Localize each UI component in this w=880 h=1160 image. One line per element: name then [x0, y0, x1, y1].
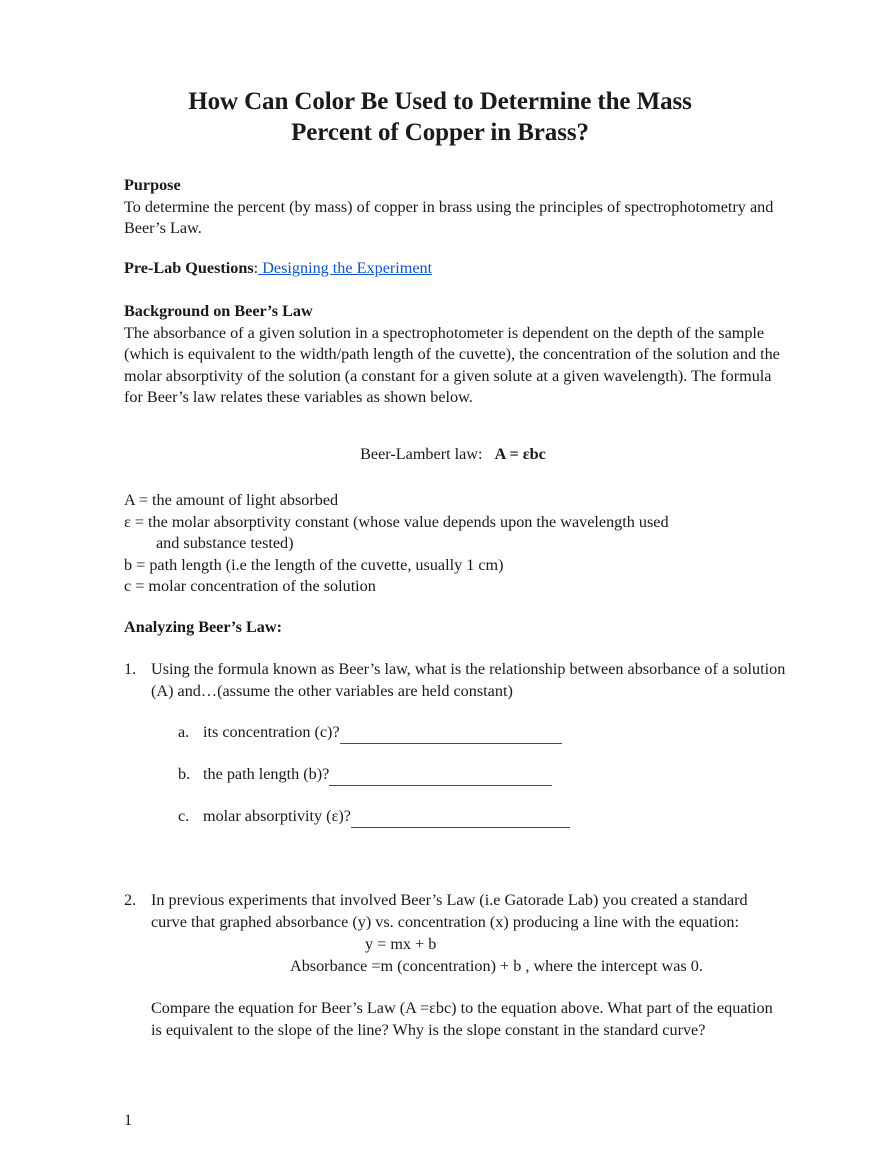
- question-1-subitem-c: [178, 806, 778, 828]
- question-1-subitem-b-text: the path length (b)?: [203, 765, 330, 783]
- variable-definition-c: c = molar concentration of the solution: [124, 577, 376, 595]
- question-2-equation-1: y = mx + b: [365, 935, 437, 953]
- question-2-equation-2: Absorbance =m (concentration) + b , where the intercept was 0.: [290, 957, 703, 975]
- question-1: [124, 659, 786, 702]
- purpose-section: [124, 175, 782, 240]
- question-1-subitem-c-text: molar absorptivity (ε)?: [203, 807, 351, 825]
- question-1-subitem-a: [178, 722, 778, 744]
- question-1-subitem-c-marker: c.: [178, 807, 190, 825]
- answer-blank-b[interactable]: [329, 771, 552, 786]
- purpose-text: To determine the percent (by mass) of copper in brass using the principles of spectrophotometry and Beer’s Law.: [124, 197, 774, 237]
- answer-blank-a[interactable]: [340, 729, 562, 744]
- prelab-line: [124, 258, 782, 280]
- variable-definition-a: A = the amount of light absorbed: [124, 491, 339, 509]
- question-1-subitem-a-text: its concentration (c)?: [203, 723, 340, 741]
- background-heading: Background on Beer’s Law: [124, 302, 313, 320]
- prelab-section: [124, 258, 782, 280]
- variable-definition-b: b = path length (i.e the length of the cuvette, usually 1 cm): [124, 555, 504, 574]
- formula-equation: A = εbc: [494, 445, 546, 463]
- question-1-subitem-b: [178, 764, 778, 786]
- question-1-subitem-a-marker: a.: [178, 723, 190, 741]
- page-title-line-1: How Can Color Be Used to Determine the Mass: [188, 88, 692, 115]
- prelab-separator: :: [253, 259, 259, 277]
- analyzing-heading: Analyzing Beer’s Law:: [124, 618, 282, 636]
- variable-definition-epsilon: ε = the molar absorptivity constant (whose value depends upon the wavelength used: [124, 512, 669, 531]
- background-text: The absorbance of a given solution in a spectrophotometer is dependent on the depth of the sample (which is equivalent to the width/path length of the cuvette), the concentration of the solution and the molar absorptivity of the solution (a constant for a given solute at a given wavelength). The formula for Beer’s law relates these variables as shown below.: [124, 323, 780, 406]
- page-title-line-2: Percent of Copper in Brass?: [291, 119, 589, 146]
- page-title: [124, 86, 756, 148]
- variable-definition-epsilon-continuation: and substance tested): [156, 534, 294, 552]
- analyzing-section: [124, 617, 782, 639]
- variable-definitions: [124, 490, 794, 598]
- question-1-marker: 1.: [124, 660, 137, 678]
- background-section: [124, 301, 782, 409]
- beer-lambert-formula: [124, 444, 782, 466]
- answer-blank-c[interactable]: [351, 813, 570, 828]
- formula-label: Beer-Lambert law:: [360, 445, 483, 463]
- page-number: 1: [124, 1111, 133, 1129]
- prelab-link[interactable]: Designing the Experiment: [258, 259, 433, 277]
- purpose-heading: Purpose: [124, 176, 181, 194]
- question-1-text: Using the formula known as Beer’s law, what is the relationship between absorbance of a solution (A) and…(assume the other variables are held constant): [151, 660, 786, 700]
- question-2: [124, 890, 786, 933]
- question-2-marker: 2.: [124, 891, 137, 909]
- prelab-heading: Pre-Lab Questions: [124, 259, 254, 277]
- question-2-followup: Compare the equation for Beer’s Law (A =εbc) to the equation above. What part of the equation is equivalent to the slope of the line? Why is the slope constant in the standard curve?: [151, 999, 773, 1039]
- question-2-text: In previous experiments that involved Beer’s Law (i.e Gatorade Lab) you created a standard curve that graphed absorbance (y) vs. concentration (x) producing a line with the equation:: [151, 891, 748, 931]
- question-1-subitem-b-marker: b.: [178, 765, 191, 783]
